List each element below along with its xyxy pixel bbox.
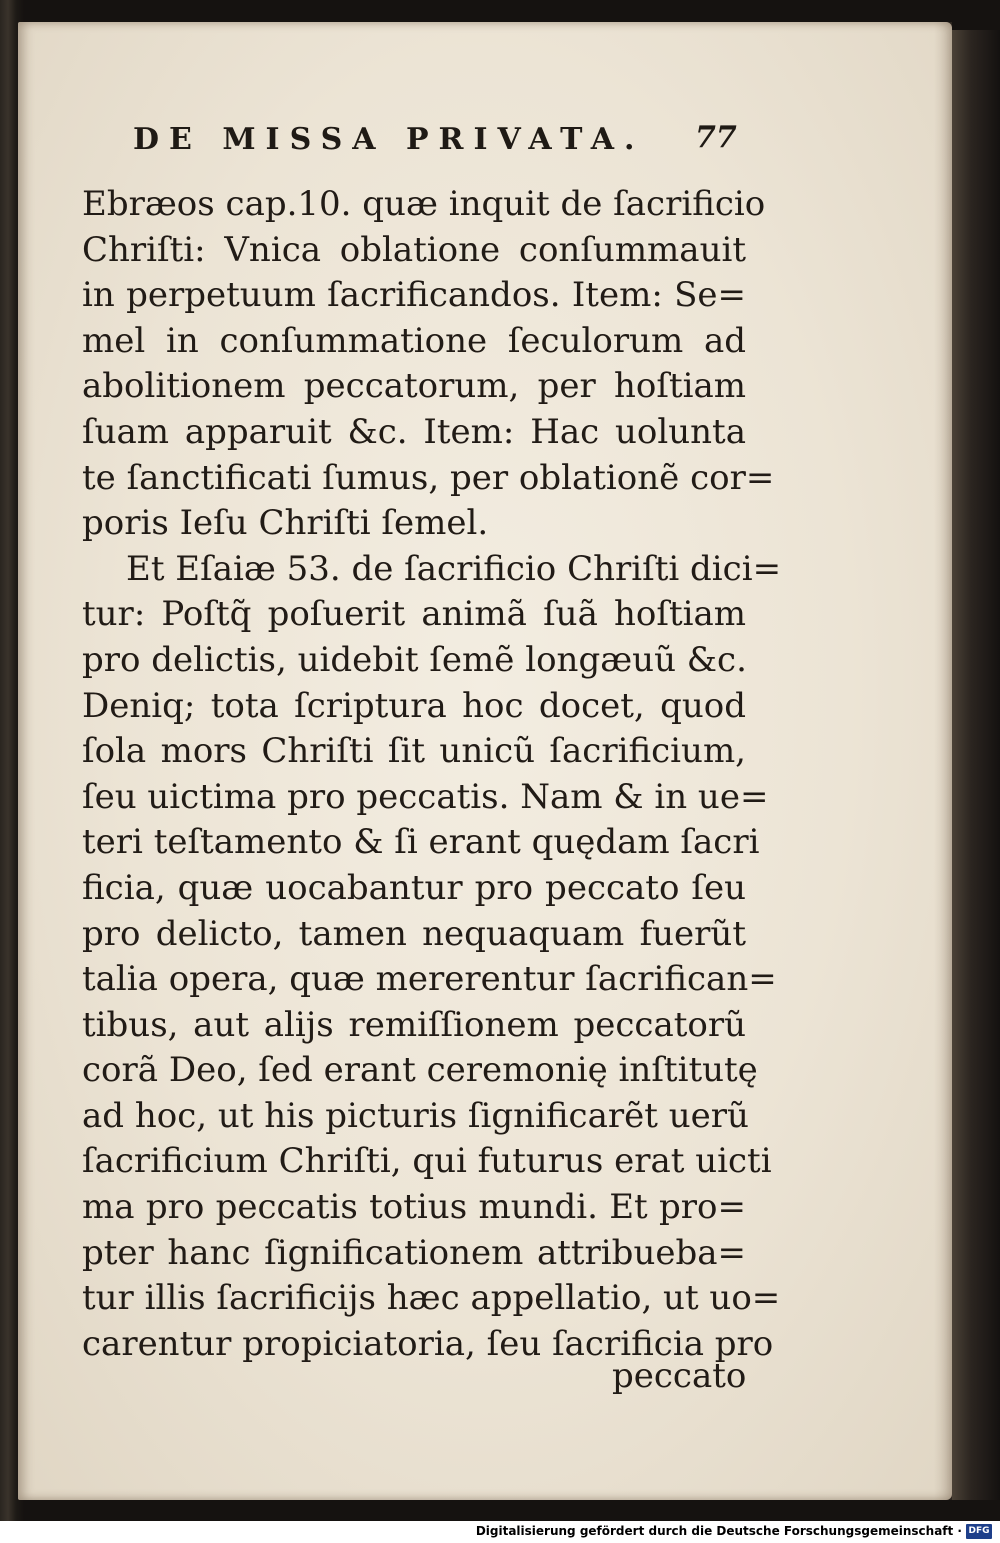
text-line: corã Deo, ſed erant ceremonię inſtitutę (82, 1050, 758, 1091)
text-line: ſola mors Chriſti ſit unicũ ſacrificium, (82, 731, 746, 772)
text-line: Ebræos cap.10. quæ inquit de ſacrificio (82, 184, 766, 224)
digitization-footer (0, 1521, 1000, 1543)
text-line: tibus, aut alijs remiſſionem peccatorũ (82, 1004, 746, 1045)
text-line: ſuam apparuit &c. Item: Hac uolunta (82, 411, 746, 452)
running-title: DE MISSA PRIVATA. (133, 122, 645, 157)
text-line: mel in conſummatione ſeculorum ad (82, 320, 746, 361)
text-line: Chriſti: Vnica oblatione conſummauit (82, 229, 746, 270)
text-line: ma pro peccatis totius mundi. Et pro= (82, 1187, 746, 1228)
page-number: 77 (695, 120, 737, 155)
text-line: ſeu uictima pro peccatis. Nam & in ue= (82, 776, 769, 817)
text-line: talia opera, quæ mererentur ſacrifican= (82, 959, 777, 1000)
text-line: tur illis ſacrificijs hæc appellatio, ut uo= (82, 1278, 781, 1319)
running-head (115, 118, 755, 162)
text-line: ad hoc, ut his picturis ſignificarẽt uerũ (82, 1095, 749, 1136)
text-line: pro delictis, uidebit ſemẽ longæuũ &c. (82, 639, 747, 680)
catchword: peccato (612, 1356, 747, 1396)
book-fore-edge (952, 30, 1000, 1500)
text-line: in perpetuum ſacrificandos. Item: Se= (82, 275, 746, 316)
text-line: tur: Poſtq̃ poſuerit animã ſuã hoſtiam (82, 594, 746, 635)
text-line: ficia, quæ uocabantur pro peccato ſeu (82, 867, 746, 908)
text-line: te ſanctificati ſumus, per oblationẽ cor= (82, 457, 775, 498)
text-line: Et Eſaiæ 53. de ſacrificio Chriſti dici= (126, 548, 782, 589)
body-text (82, 182, 782, 1367)
text-line: teri teſtamento & ſi erant quędam ſacri (82, 822, 760, 863)
text-line: ſacrificium Chriſti, qui futurus erat uicti (82, 1141, 772, 1182)
text-line: poris Ieſu Chriſti ſemel. (82, 503, 489, 544)
text-line: Deniq; tota ſcriptura hoc docet, quod (82, 685, 746, 726)
dfg-logo: DFG (966, 1524, 992, 1539)
text-line: carentur propiciatoria, ſeu ſacrificia pro (82, 1323, 774, 1364)
funding-credit: Digitalisierung gefördert durch die Deutsche Forschungsgemeinschaft · (475, 1524, 962, 1538)
text-line: abolitionem peccatorum, per hoſtiam (82, 366, 746, 407)
text-line: pter hanc ſignificationem attribueba= (82, 1232, 746, 1273)
text-line: pro delicto, tamen nequaquam fuerũt (82, 913, 746, 954)
